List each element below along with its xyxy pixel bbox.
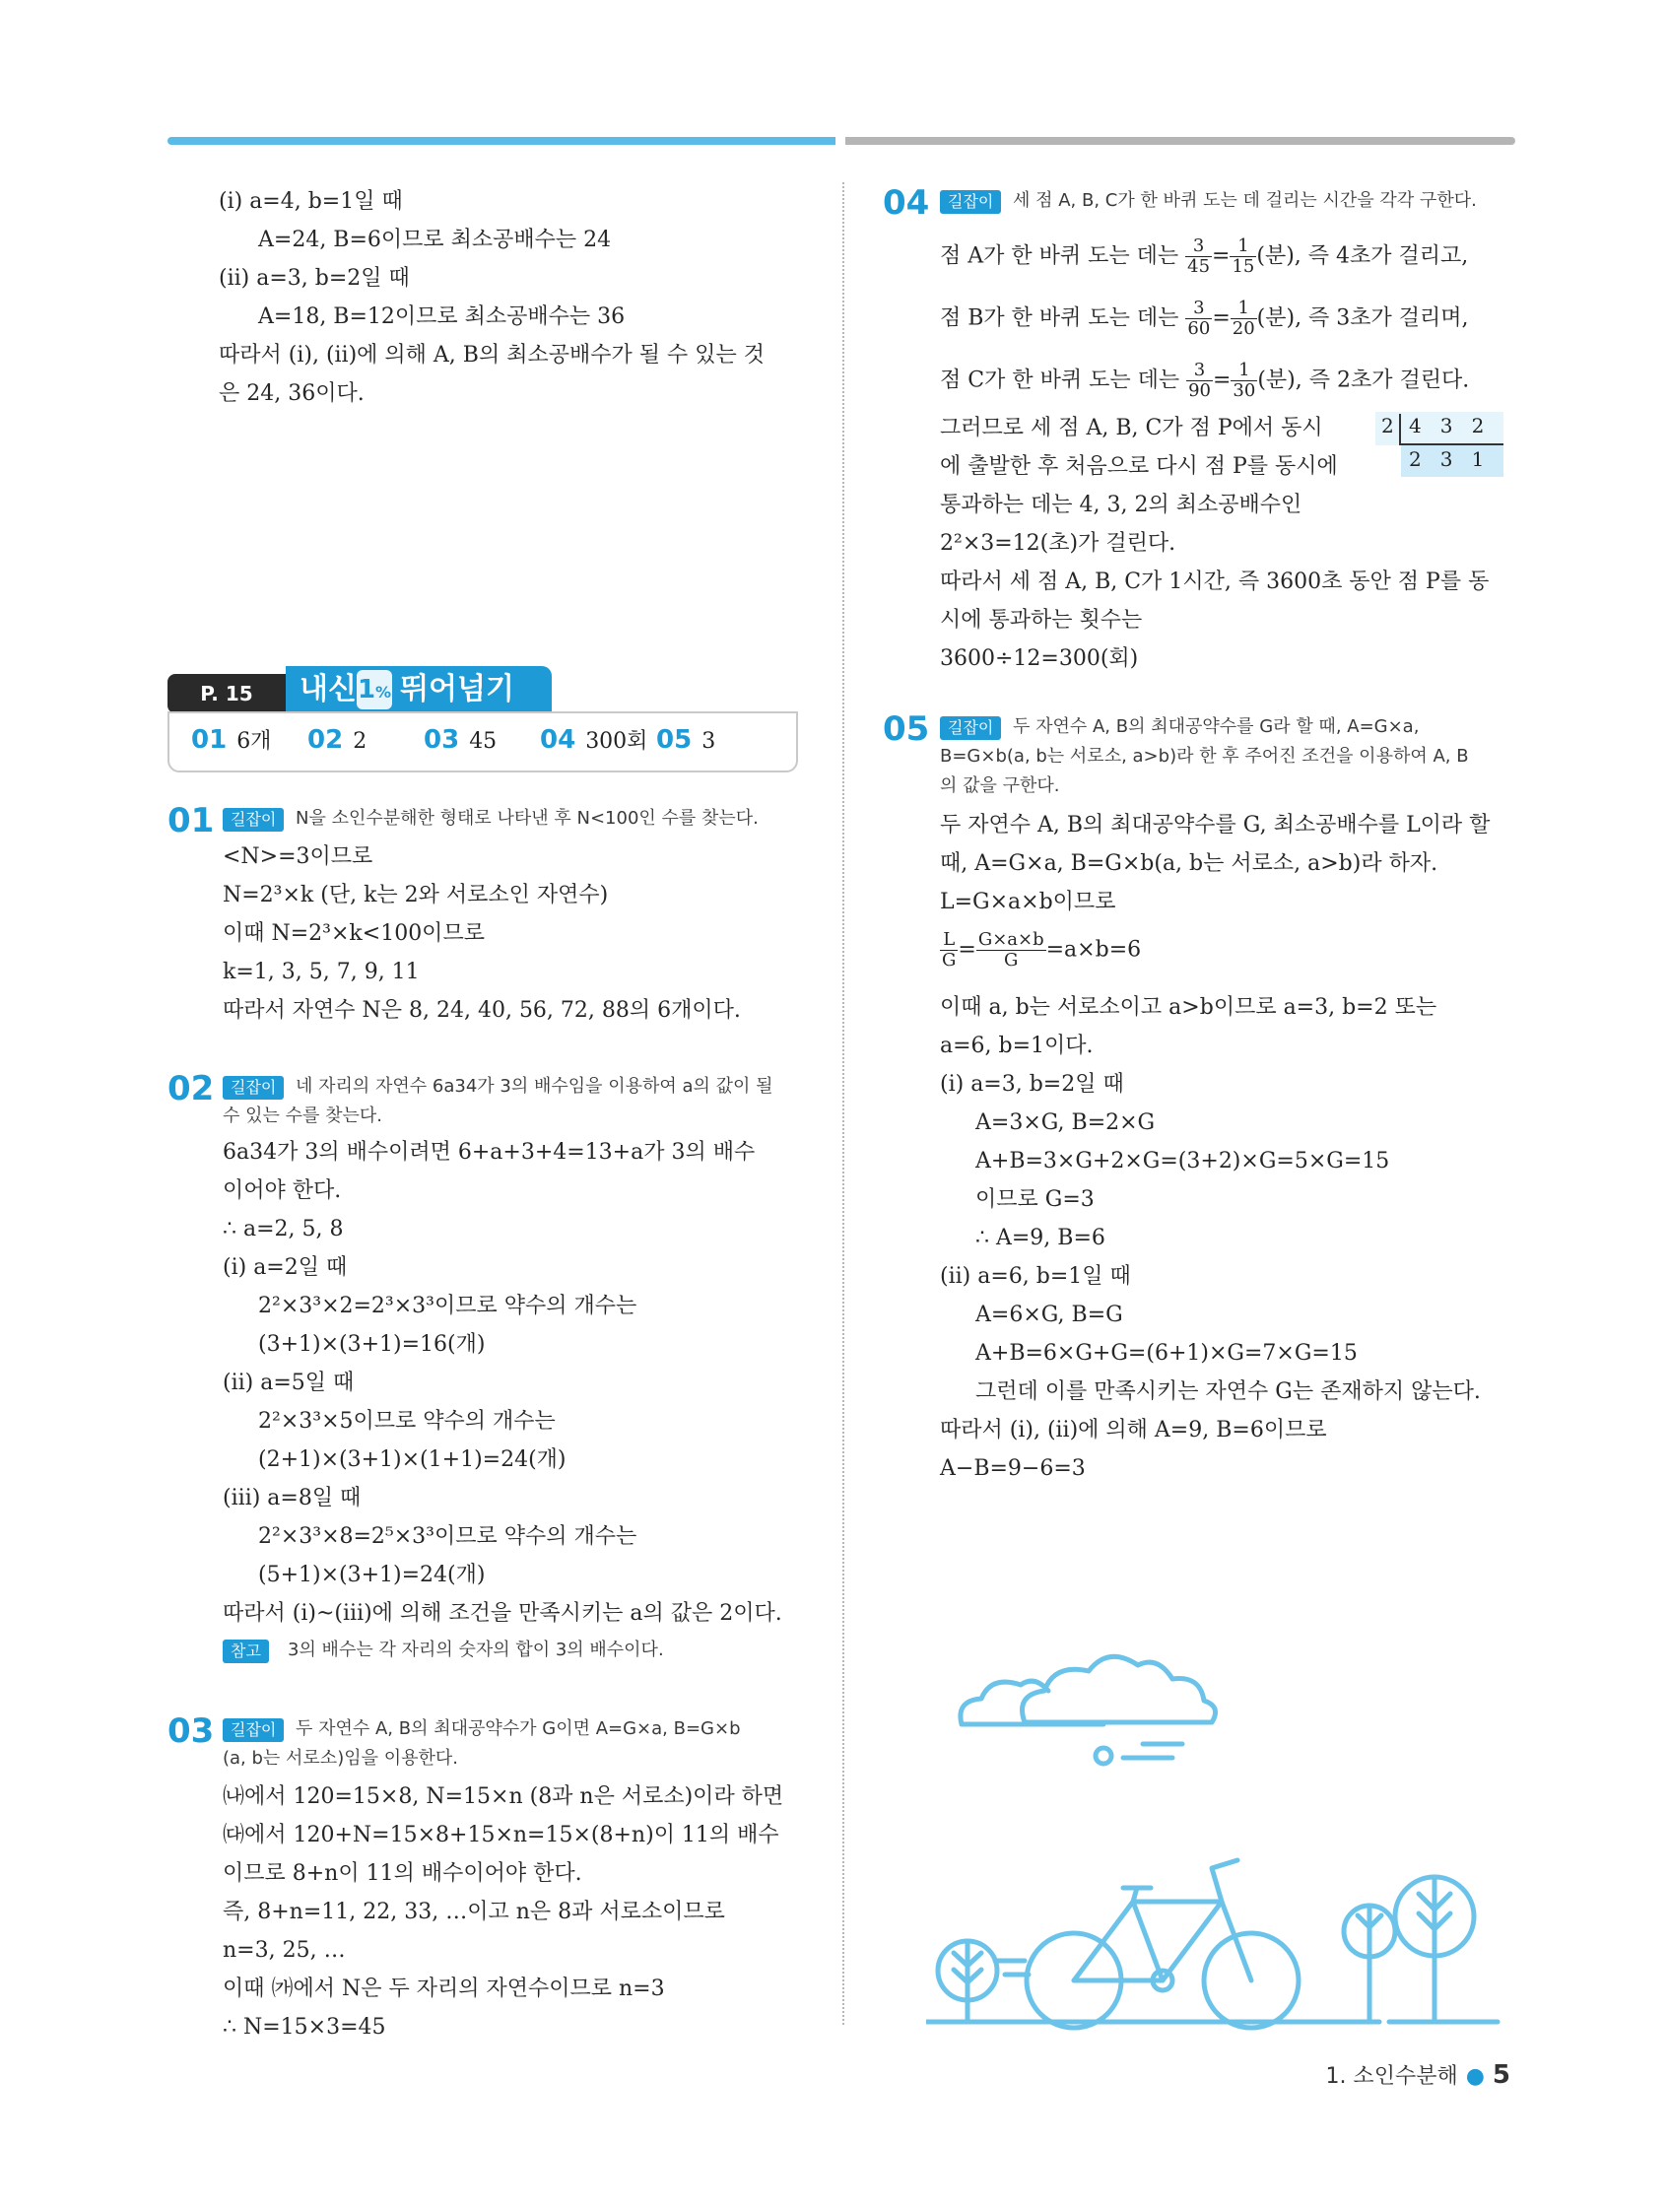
text-line: A+B=3×G+2×G=(3+2)×G=5×G=15	[975, 1149, 1390, 1173]
section-title-b: 뛰어넘기	[400, 672, 514, 706]
division-table	[1375, 412, 1503, 481]
text-line: (ⅰ) a=4, b=1일 때	[219, 189, 403, 214]
division-row1: 4 3 2	[1409, 414, 1485, 437]
text-line: ∴ A=9, B=6	[975, 1226, 1105, 1250]
question-number: 02	[167, 1069, 215, 1108]
hint-text: 의 값을 구한다.	[940, 775, 1060, 796]
text-line: n=3, 25, …	[223, 1938, 346, 1963]
text-line: 에 출발한 후 처음으로 다시 점 P를 동시에	[940, 454, 1338, 479]
fraction-equation: $\frac{L}{G}$ = $\frac{G\times a\times b}{G}$ =a×b=6	[942, 929, 1142, 971]
text-line: 따라서 세 점 A, B, C가 1시간, 즉 3600초 동안 점 P를 동	[940, 570, 1490, 594]
text-line: 따라서 (ⅰ), (ⅱ)에 의해 A=9, B=6이므로	[940, 1418, 1327, 1442]
answer-box	[167, 711, 798, 772]
fraction: $\frac{1}{15}$	[1232, 235, 1255, 277]
text-line: (5+1)×(3+1)=24(개)	[258, 1563, 486, 1587]
footer-dot-icon: ●	[1465, 2064, 1485, 2089]
text-line: 은 24, 36이다.	[219, 381, 365, 406]
cloud-icon	[1023, 1656, 1216, 1722]
hint-tag: 길잡이	[940, 190, 1001, 214]
question-number: 05	[883, 709, 930, 749]
text-line: A−B=9−6=3	[940, 1456, 1086, 1481]
question-number: 03	[167, 1711, 215, 1751]
text-line: A=3×G, B=2×G	[975, 1110, 1156, 1135]
answer-item: 03 45	[424, 725, 498, 755]
text-line: 이때 N=2³×k<100이므로	[223, 921, 485, 946]
text-line: (ⅱ) a=3, b=2일 때	[219, 266, 410, 291]
text-line: (2+1)×(3+1)×(1+1)=24(개)	[258, 1447, 567, 1472]
text-line: 따라서 (ⅰ)~(ⅲ)에 의해 조건을 만족시키는 a의 값은 2이다.	[223, 1601, 782, 1626]
page-footer	[1325, 2059, 1510, 2090]
question-number: 01	[167, 801, 215, 840]
hint-text: 두 자연수 A, B의 최대공약수가 G이면 A=G×a, B=G×b	[296, 1718, 741, 1739]
text-line: 이때 ㈎에서 N은 두 자리의 자연수이므로 n=3	[223, 1977, 665, 2001]
text-line: (ⅰ) a=2일 때	[223, 1255, 348, 1280]
percent-sign: %	[375, 683, 392, 702]
text-line: 즉, 8+n=11, 22, 33, …이고 n은 8과 서로소이므로	[223, 1900, 725, 1924]
fraction: $\frac{3}{45}$	[1187, 235, 1211, 277]
hint-text: N을 소인수분해한 형태로 나타낸 후 N<100인 수를 찾는다.	[296, 808, 759, 829]
text-line: A=24, B=6이므로 최소공배수는 24	[258, 228, 612, 252]
text-line: 시에 통과하는 횟수는	[940, 608, 1143, 633]
column-divider	[842, 182, 844, 2025]
text-line: ㈏에서 120=15×8, N=15×n (8과 n은 서로소)이라 하면	[223, 1784, 784, 1809]
text-line: A=18, B=12이므로 최소공배수는 36	[258, 304, 626, 329]
hint-text: 세 점 A, B, C가 한 바퀴 도는 데 걸리는 시간을 각각 구한다.	[1013, 190, 1477, 211]
chapter-title: 1. 소인수분해	[1325, 2064, 1458, 2089]
text-line: 때, A=G×a, B=G×b(a, b는 서로소, a>b)라 하자.	[940, 851, 1438, 876]
text-line: ∴ a=2, 5, 8	[223, 1217, 344, 1241]
bicycle-illustration	[926, 1636, 1517, 2040]
percent-number: 1	[357, 675, 376, 704]
text-line: 이때 a, b는 서로소이고 a>b이므로 a=3, b=2 또는	[940, 995, 1437, 1020]
text-line: 2²×3³×5이므로 약수의 개수는	[258, 1409, 556, 1434]
section-title-a: 내신	[300, 672, 357, 706]
fraction: $\frac{3}{90}$	[1188, 360, 1211, 401]
division-bar	[1399, 414, 1401, 445]
text-line: <N>=3이므로	[223, 844, 373, 869]
text-line: 통과하는 데는 4, 3, 2의 최소공배수인	[940, 493, 1302, 517]
text-line: 이어야 한다.	[223, 1178, 342, 1203]
page-number: 5	[1492, 2060, 1510, 2090]
hint-tag: 길잡이	[223, 1718, 284, 1742]
hint-text: 두 자연수 A, B의 최대공약수를 G라 할 때, A=G×a,	[1013, 716, 1420, 737]
fraction-line-c: 점 C가 한 바퀴 도는 데는 $\frac{3}{90}$ = $\frac{1}{30}$ (분), 즉 2초가 걸린다.	[940, 360, 1470, 401]
bicycle-handle	[1212, 1860, 1237, 1902]
fraction: $\frac{1}{30}$	[1233, 360, 1256, 401]
text-line: N=2³×k (단, k는 2와 서로소인 자연수)	[223, 883, 609, 907]
text-line: (3+1)×(3+1)=16(개)	[258, 1332, 486, 1357]
text-line: (ⅱ) a=6, b=1일 때	[940, 1264, 1131, 1289]
page-badge: P. 15	[167, 674, 286, 713]
text-line: (ⅰ) a=3, b=2일 때	[940, 1072, 1124, 1097]
hint-text: 네 자리의 자연수 6a34가 3의 배수임을 이용하여 a의 값이 될	[296, 1076, 773, 1097]
hint-tag: 길잡이	[223, 808, 284, 832]
text-line: 이므로 G=3	[975, 1187, 1095, 1212]
fraction-line-b: 점 B가 한 바퀴 도는 데는 $\frac{3}{60}$ = $\frac{1}{20}$ (분), 즉 3초가 걸리며,	[940, 298, 1469, 339]
text-line: A=6×G, B=G	[975, 1303, 1123, 1327]
text-line: 6a34가 3의 배수이려면 6+a+3+4=13+a가 3의 배수	[223, 1140, 756, 1165]
division-row2: 2 3 1	[1409, 447, 1485, 471]
text-line: 2²×3=12(초)가 걸린다.	[940, 531, 1176, 556]
text-line: L=G×a×b이므로	[940, 890, 1116, 914]
fraction: $\frac{1}{20}$	[1232, 298, 1255, 339]
text-line: 2²×3³×2=2³×3³이므로 약수의 개수는	[258, 1294, 637, 1318]
text-line: k=1, 3, 5, 7, 9, 11	[223, 960, 420, 984]
reference-text: 3의 배수는 각 자리의 숫자의 합이 3의 배수이다.	[288, 1640, 664, 1660]
text-line: (ⅲ) a=8일 때	[223, 1486, 362, 1510]
fraction: $\frac{G\times a\times b}{G}$	[977, 929, 1044, 971]
cloud-icon	[961, 1681, 1048, 1724]
answer-item: 05 3	[656, 725, 716, 755]
reference-tag: 참고	[223, 1640, 269, 1663]
text-line: (ⅱ) a=5일 때	[223, 1371, 355, 1395]
text-line: ㈐에서 120+N=15×8+15×n=15×(8+n)이 11의 배수	[223, 1823, 779, 1847]
answer-item: 02 2	[307, 725, 367, 755]
hint-tag: 길잡이	[223, 1076, 284, 1100]
text-line: 그러므로 세 점 A, B, C가 점 P에서 동시	[940, 416, 1323, 440]
text-line: ∴ N=15×3=45	[223, 2015, 386, 2040]
fraction-line-a: 점 A가 한 바퀴 도는 데는 $\frac{3}{45}$ = $\frac{1}{15}$ (분), 즉 4초가 걸리고,	[940, 235, 1469, 277]
hint-text: 수 있는 수를 찾는다.	[223, 1106, 382, 1126]
text-line: 3600÷12=300(회)	[940, 646, 1139, 671]
top-bar-accent	[167, 137, 835, 145]
flower-icon	[1096, 1748, 1111, 1764]
percent-badge	[357, 670, 392, 709]
question-number: 04	[883, 183, 930, 223]
text-line: 이므로 8+n이 11의 배수이어야 한다.	[223, 1861, 582, 1886]
text-line: a=6, b=1이다.	[940, 1034, 1094, 1058]
hint-tag: 길잡이	[940, 716, 1001, 740]
text-line: 그런데 이를 만족시키는 자연수 G는 존재하지 않는다.	[975, 1379, 1481, 1404]
top-bar-gray	[845, 137, 1515, 145]
division-rule	[1401, 443, 1503, 445]
hint-text: (a, b는 서로소)임을 이용한다.	[223, 1748, 458, 1769]
section-title	[286, 666, 552, 713]
text-line: 두 자연수 A, B의 최대공약수를 G, 최소공배수를 L이라 할	[940, 813, 1491, 838]
answer-item: 01 6개	[191, 725, 272, 755]
fraction: $\frac{L}{G}$	[942, 929, 957, 971]
text-line: 2²×3³×8=2⁵×3³이므로 약수의 개수는	[258, 1524, 637, 1549]
fraction: $\frac{3}{60}$	[1187, 298, 1211, 339]
text-line: 따라서 자연수 N은 8, 24, 40, 56, 72, 88의 6개이다.	[223, 998, 741, 1023]
answer-item: 04 300회	[540, 725, 648, 755]
text-line: A+B=6×G+G=(6+1)×G=7×G=15	[975, 1341, 1358, 1366]
division-divisor: 2	[1381, 414, 1394, 437]
text-line: 따라서 (ⅰ), (ⅱ)에 의해 A, B의 최소공배수가 될 수 있는 것	[219, 343, 765, 368]
hint-text: B=G×b(a, b는 서로소, a>b)라 한 후 주어진 조건을 이용하여 A, B	[940, 746, 1469, 767]
